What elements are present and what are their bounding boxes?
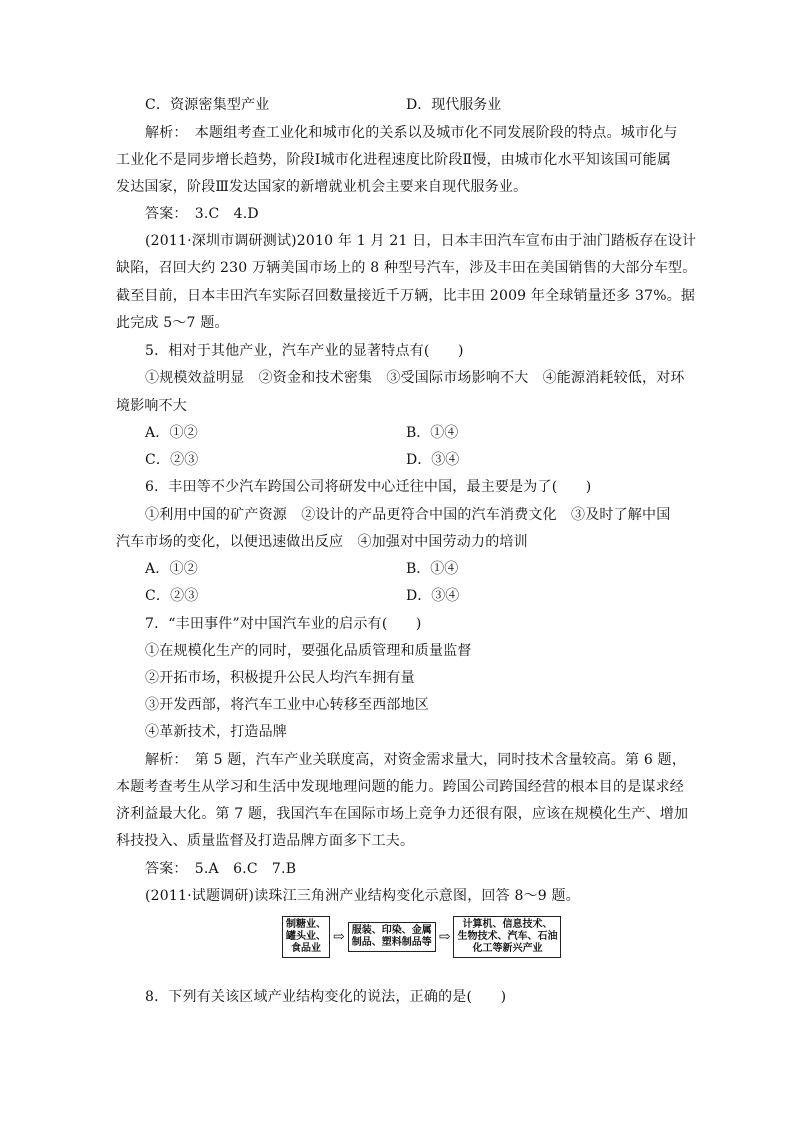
question-7-stem: 7．“丰田事件”对中国汽车业的启示有( ): [145, 616, 422, 632]
intro-line: (2011·试题调研)读珠江三角洲产业结构变化示意图，回答 8～9 题。: [145, 888, 580, 904]
analysis-line: 本题考查考生从学习和生活中发现地理问题的能力。跨国公司跨国经营的根本目的是谋求经: [116, 779, 684, 795]
question-7-item: ④革新技术，打造品牌: [145, 724, 287, 740]
option-b: B．①④: [406, 425, 459, 441]
question-5-items: ①规模效益明显 ②资金和技术密集 ③受国际市场影响不大 ④能源消耗较低，对环: [145, 370, 685, 386]
intro-line: 截至目前，日本丰田汽车实际召回数量接近千万辆，比丰田 2009 年全球销量还多 37%。据: [116, 288, 696, 304]
option-d: D．③④: [406, 588, 460, 604]
analysis-line: 解析： 第 5 题，汽车产业关联度高，对资金需求量大，同时技术含量较高。第 6 题，: [145, 752, 687, 768]
analysis-line: 发达国家，阶段Ⅲ发达国家的新增就业机会主要来自现代服务业。: [116, 179, 528, 195]
option-d: D．③④: [406, 452, 460, 468]
diagram-box-stage3: 计算机、信息技术、 生物技术、汽车、石油 化工等新兴产业: [453, 916, 561, 958]
answer-line: 答案： 3.C 4.D: [145, 206, 259, 222]
option-c: C．②③: [145, 588, 199, 604]
analysis-line: 科技投入、质量监督及打造品牌方面多下工夫。: [116, 833, 415, 849]
analysis-line: 解析： 本题组考查工业化和城市化的关系以及城市化不同发展阶段的特点。城市化与: [145, 125, 678, 141]
intro-line: 缺陷，召回大约 230 万辆美国市场上的 8 种型号汽车，涉及丰田在美国销售的大部分车型。: [116, 260, 697, 276]
question-8-stem: 8．下列有关该区域产业结构变化的说法，正确的是( ): [145, 989, 507, 1005]
analysis-line: 济利益最大化。第 7 题，我国汽车在国际市场上竞争力还很有限，应该在规模化生产、增加: [116, 806, 689, 822]
option-c: C．资源密集型产业: [145, 97, 270, 113]
question-7-item: ③开发西部，将汽车工业中心转移至西部地区: [145, 697, 429, 713]
arrow-right-icon: ⇨: [333, 929, 345, 945]
intro-line: (2011·深圳市调研测试)2010 年 1 月 21 日，日本丰田汽车宣布由于油门踏板存在设计: [145, 233, 697, 249]
option-d: D．现代服务业: [406, 97, 502, 113]
industry-structure-diagram: [282, 916, 561, 958]
intro-line: 此完成 5～7 题。: [116, 315, 229, 331]
question-6-items: ①利用中国的矿产资源 ②设计的产品更符合中国的汽车消费文化 ③及时了解中国: [145, 507, 671, 523]
question-6-items: 汽车市场的变化，以便迅速做出反应 ④加强对中国劳动力的培训: [116, 534, 528, 550]
diagram-box-stage2: 服装、印染、金属 制品、塑料制品等: [348, 922, 436, 952]
arrow-right-icon: ⇨: [438, 929, 451, 945]
diagram-box-stage1: 制糖业、 罐头业、 食品业: [282, 916, 330, 958]
question-5-items: 境影响不大: [116, 398, 187, 414]
question-7-item: ①在规模化生产的同时，要强化品质管理和质量监督: [145, 643, 472, 659]
option-a: A．①②: [145, 561, 198, 577]
answer-line: 答案： 5.A 6.C 7.B: [145, 861, 297, 877]
question-7-item: ②开拓市场，积极提升公民人均汽车拥有量: [145, 670, 415, 686]
question-5-stem: 5．相对于其他产业，汽车产业的显著特点有( ): [145, 343, 464, 359]
option-c: C．②③: [145, 452, 199, 468]
analysis-line: 工业化不是同步增长趋势，阶段Ⅰ城市化进程速度比阶段Ⅱ慢，由城市化水平知该国可能属: [116, 152, 672, 168]
question-6-stem: 6．丰田等不少汽车跨国公司将研发中心迁往中国，最主要是为了( ): [145, 479, 592, 495]
option-a: A．①②: [145, 425, 198, 441]
option-b: B．①④: [406, 561, 459, 577]
